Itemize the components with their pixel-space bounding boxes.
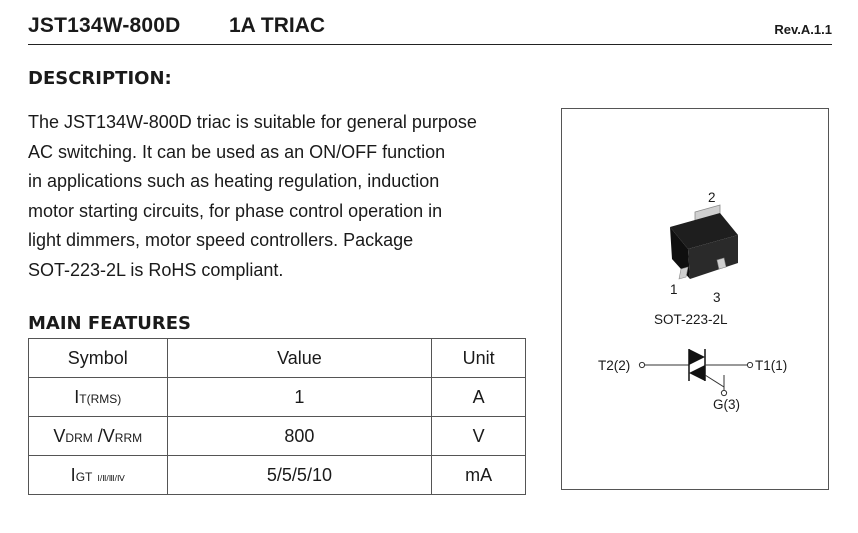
terminal-g-icon (721, 390, 726, 395)
triac-diode-upper (689, 349, 705, 365)
symbol-cell: IGT Ⅰ/Ⅱ/Ⅲ/Ⅳ (29, 456, 168, 495)
description-title: DESCRIPTION: (28, 68, 172, 89)
header-value: Value (167, 339, 432, 378)
package-lead-1 (679, 267, 688, 279)
unit-cell: A (432, 378, 526, 417)
terminal-t1-label: T1(1) (755, 358, 788, 373)
terminal-t2-label: T2(2) (598, 358, 631, 373)
pin-label-1: 1 (670, 282, 678, 297)
package-name: SOT-223-2L (654, 312, 728, 327)
terminal-t2-icon (639, 362, 644, 367)
value-cell: 1 (167, 378, 432, 417)
description-line: The JST134W-800D triac is suitable for general purpose (28, 112, 477, 132)
package-drawing (562, 109, 830, 491)
triac-gate-wire (705, 375, 724, 387)
description-line: motor starting circuits, for phase control operation in (28, 200, 443, 221)
table-row (29, 456, 526, 495)
terminal-t1-icon (747, 362, 752, 367)
terminal-g-label: G(3) (713, 397, 740, 412)
product-type: 1A TRIAC (229, 14, 326, 37)
description-line: AC switching. It can be used as an ON/OFF function (28, 141, 446, 162)
package-lead-3 (717, 258, 726, 269)
triac-diode-lower (689, 365, 705, 381)
pin-label-2: 2 (708, 190, 716, 205)
description-line: light dimmers, motor speed controllers. Package (28, 230, 414, 251)
features-table (28, 338, 526, 495)
features-title: MAIN FEATURES (28, 313, 192, 334)
part-number: JST134W-800D (28, 14, 181, 37)
table-row (29, 378, 526, 417)
package-figure (561, 108, 829, 490)
unit-cell: mA (432, 456, 526, 495)
value-cell: 800 (167, 417, 432, 456)
symbol-cell: VDRM /VRRM (29, 417, 168, 456)
pin-label-3: 3 (713, 290, 721, 305)
header-unit: Unit (432, 339, 526, 378)
page-header (28, 14, 832, 45)
description-line: in applications such as heating regulation, induction (28, 171, 440, 192)
value-cell: 5/5/5/10 (167, 456, 432, 495)
symbol-cell: IT(RMS) (29, 378, 168, 417)
table-row (29, 417, 526, 456)
description-line: SOT-223-2L is RoHS compliant. (28, 259, 284, 280)
revision-label: Rev.A.1.1 (774, 22, 832, 37)
header-symbol: Symbol (29, 339, 168, 378)
table-header-row (29, 339, 526, 378)
unit-cell: V (432, 417, 526, 456)
description-text (28, 108, 548, 286)
